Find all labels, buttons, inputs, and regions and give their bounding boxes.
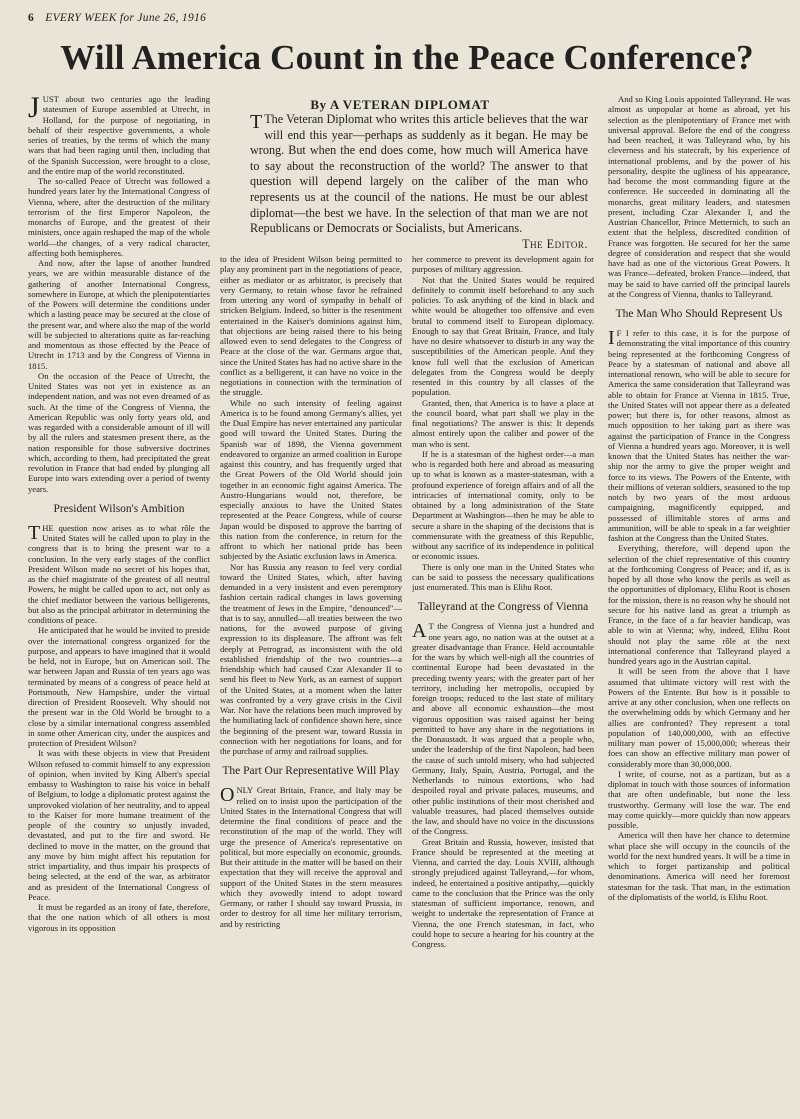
paragraph: Great Britain and Russia, however, insisted that France should be represented at the meeting at Vienna, and carried the day. Louis XVIII, although strongly prejudiced against Talleyrand,—for whom, indeed, he entertained a positive antipathy,—quickly came to the conclusion that the Prince was the only statesman of sufficient importance, renown, and weight to undertake the representation of France at Vienna, the one French statesman, in fact, who could hope to secure a hearing for his country at the Congress. (412, 836, 594, 949)
editor-signature: The Editor. (522, 236, 588, 251)
paragraph: her commerce to prevent its development again for purposes of military aggression. (412, 254, 594, 275)
paragraph: ONLY Great Britain, France, and Italy may be relied on to insist upon the participation of the United States in the International Congress that will determine the final conditions of peace and the reconstitution of the map of the world. They will urge the presence of America's representative on political, but more especially on economic, grounds. But their attitude in the matter will be based on their expectation that they will receive the approval and support of the United States in the stern measures which they avowedly intend to adopt toward Germany, or rather I should say toward Prussia, in order to destroy for all time her military terrorism, and by restricting (220, 784, 402, 929)
paragraph: Not that the United States would be required definitely to commit itself beforehand to any such policies. To ask anything of the kind in black and white would be altogether too offensive and even brutal to commend itself to European diplomacy. Enough to say that Great Britain, France, and Italy have no desire whatsoever to disturb in any way the susceptibilities of the American people. And they know full well that the exclusion of American delegates from the Congress would be deeply resented in this country by all classes of the population. (412, 274, 594, 398)
drop-cap: I (608, 327, 615, 349)
section-heading: Talleyrand at the Congress of Vienna (417, 601, 589, 614)
paragraph: And now, after the lapse of another hundred years, we are within measurable distance of the gathering of another International Congress, somewhere in Europe, at which the plenipotentiaries of the Powers will determine the conditions under which a lasting peace may be secured at the close of the present war, and where also the map of the world will be subjected to alterations quite as far-reaching and momentous as those effected by the Peace of Utrecht in 1713 and by the Congress of Vienna in 1815. (28, 258, 210, 371)
paragraph: The so-called Peace of Utrecht was followed a hundred years later by the International Congress of Vienna, where, after the destruction of the military terrorism of the first Emperor Napoleon, the monarchs of Europe, and the greatest of their ministers, once again reshaped the map of the whole world—the changes, of a very radical character, affecting both hemispheres. (28, 176, 210, 258)
paragraph: It must be regarded as an irony of fate, therefore, that the one nation which of all others is most vigorous in its opposition (28, 902, 210, 933)
paragraph: America will then have her chance to determine what place she will occupy in the councils of the world for the next hundred years. It will be a time in which to forget partizanship and political denominations. America will need her foremost statesman for the task. That man, in the estimation of the diplomatists of the world, is Elihu Root. (608, 830, 790, 902)
paragraph: He anticipated that he would be invited to preside over the international congress organized for the purpose, and appears to have imagined that it would be held, not in Europe, but on American soil. The war between Japan and Russia of ten years ago was terminated by means of a congress of peace held at Portsmouth, New Hampshire, under the virtual direction of President Roosevelt. Why should not the present war in the Old World be brought to a close by a similar international congress assembled in some other American city, under the auspices and protection of President Wilson? (28, 625, 210, 748)
column-1 (28, 94, 210, 1114)
article-title: Will America Count in the Peace Conference? (60, 38, 754, 77)
drop-cap: A (412, 620, 427, 643)
paragraph: A T the Congress of Vienna just a hundred and one years ago, no nation was at the outset at a greater disadvantage than France. Held accountable for the wars by which well-nigh all the countries of continental Europe had been devastated in the preceding twenty years; with the greater part of her territory, including her metropolis, occupied by foreign troops; reduced to the last state of military and above all economic exhaustion—the most vigorous opposition was raised against her being permitted to have any share in the negotiations in the Donaustadt. It was argued that a people who, under the leadership of the first Napoleon, had been the cause of such untold misery, who had subjected Germany, Italy, Spain, Austria, Portugal, and the Netherlands to ruinous extortions, who had despoiled royal and private palaces, museums, and other public institutions of their most cherished and valuable treasures, had placed themselves outside the law, and should have no voice in the discussions of the Congress. (412, 620, 594, 837)
drop-cap: T (28, 521, 41, 544)
editor-note (250, 112, 588, 252)
paragraph: And so King Louis appointed Talleyrand. He was almost as unpopular at home as abroad, yet his selection as the plenipotentiary of France met with universal approval. Before the end of the congress had been reached, it was Talleyrand who, by his cleverness and his statecraft, by his experience of international problems, and by the power of his personality, despite the ugliness of his appearance, had become the most commanding figure at the conference. He succeeded in dominating all the monarchs, great military leaders, and statesmen present, including Czar Alexander I, and the Austrian Chancellor, Prince Metternich, to such an extent that the helpless, discredited condition of France was forgotten. He secured for her the same degree of consideration and respect that she would have had as one of the victorious Great Powers. It was France—defeated, broken France—indeed, that may be said to have carried off the principal laurels at the Congress of Vienna, thanks to Talleyrand. (608, 94, 790, 299)
column-3 (412, 254, 594, 1114)
section-heading: The Man Who Should Represent Us (615, 308, 783, 320)
section-heading: The Part Our Representative Will Play (222, 765, 400, 778)
paragraph: I write, of course, not as a partizan, but as a diplomat in touch with those sources of information that are often undefinable, but none the less trustworthy. Germany will lose the war. The end may come quickly—more quickly than now appears possible. (608, 768, 790, 830)
paragraph: There is only one man in the United States who can be said to possess the necessary qualifications just enumerated. This man is Elihu Root. (412, 561, 594, 592)
paragraph: THE question now arises as to what rôle the United States will be called upon to play in the congress that is to bring the present war to a conclusion. In the very early stages of the conflict President Wilson made no secret of his hopes that, as the chief magistrate of the greatest of all neutral Powers, he might be called upon to act, not only as the chief mediator between the various belligerents, but also as the principal arbitrator in determining the conditions of peace. (28, 521, 210, 625)
running-head (28, 12, 786, 28)
paragraph: to the idea of President Wilson being permitted to play any prominent part in the negotiations of peace, either as mediator or as arbitrator, is precisely that very Germany, to retain whose favor he refrained from uttering any word of sympathy in behalf of stricken Belgium. Indeed, so bitter is the resentment entertained in the Kaiser's dominions against him, that objections are being raised there to his being allowed even to send delegates to the Congress of Peace at the close of the war. Germans argue that, since the United States has had no active share in the conflict as a belligerent, it can have no voice in the negotiations in connection with the termination of the struggle. (220, 254, 402, 398)
byline: By A VETERAN DIPLOMAT (310, 97, 490, 112)
article-body (28, 94, 790, 1114)
paragraph: Nor has Russia any reason to feel very cordial toward the United States, which, after having demanded in a very insistent and even peremptory fashion certain radical changes in laws governing the treatment of Jews in the Empire, "denounced"—that is to say, annulled—all treaties between the two nations, for the avowed purpose of giving expression to its displeasure. The affront was felt deeply at Petrograd, as inconsistent with the old established friendship of the two countries—a friendship which had caused Czar Alexander II to send his fleet to New York, as an earnest of support of the United States, at a moment when the latter was confronted by a very grave crisis in the Civil War. Nor have the relations been much improved by the humiliating lack of confidence shown here, since the beginning of the present war, toward Russia in connection with her negotiations for loans, and for the purchase of army and railroad supplies. (220, 561, 402, 756)
paragraph: If he is a statesman of the highest order—a man who is regarded both here and abroad as measuring up to what is known as a master-statesman, with a profound experience of foreign affairs and of all the intricacies of international comity, only to be obtained by a long administration of the State Department at Washington—then he may be able to secure a share in the shaping of the decisions that is commensurate with the greatness of this Republic, without any sacrifice of its independence in political or economic issues. (412, 448, 594, 562)
paragraph: While no such intensity of feeling against America is to be found among Germany's allies, yet the Dual Empire has never entertained any particular good will toward the United States. During the Spanish war of 1898, the Vienna government endeavored to organize an armed coalition in Europe against this country, and has frequently urged that the Great Powers of the Old World should join together in an economic fight against America. The Austro-Hungarians would not, therefore, be especially anxious to have the United States represented at the Peace Congress, while of course Japan would be disposed to approve the barring of this nation from the conference, in return for the affront to which her national pride has been subjected by the Asiatic exclusion laws in America. (220, 397, 402, 562)
editor-note-text: The Veteran Diplomat who writes this article believes that the war will end this year—perhaps as suddenly as it began. He may be wrong. But when the end does come, how much will America have to say about the reconstruction of the world? The answer to that question will depend largely on the caliber of the man who represents us at the council of the nations. He must be our ablest diplomat—the best we have. In the selection of that man we are not Republicans or Democrats or Socialists, but Americans. (250, 112, 588, 236)
paragraph: On the occasion of the Peace of Utrecht, the United States was not yet in existence as an independent nation, and was not even dreamed of as such. At the time of the Congress of Vienna, the American Republic was only forty years old, and was regarded with a considerable amount of ill will by all the rulers and statesmen present there, as the nation responsible for those subversive doctrines which, according to them, had precipitated the great revolution in France that had ended by plunging all Europe into wars extending over a period of twenty years. (28, 370, 210, 494)
section-heading: President Wilson's Ambition (53, 502, 185, 515)
paragraph: It will be seen from the above that I have assumed that ultimate victory will rest with the Powers of the Entente. But how is it possible to arrive at any other conclusion, when one reflects on the overwhelming odds by which Germany and her allies are confronted? They represent a total population of 140,000,000, with an effective military man power of 15,000,000; whereas their foes can show an effective military man power of considerably more than 30,000,000. (608, 666, 790, 769)
drop-cap: T (250, 111, 263, 133)
page-number: 6 (28, 12, 35, 24)
running-head-title: EVERY WEEK for June 26, 1916 (45, 12, 207, 24)
column-2 (220, 254, 402, 1114)
paragraph: Everything, therefore, will depend upon the selection of the chief representative of this country at the forthcoming Congress of Peace; and if, as is hoped by all those who know the perils as well as the opportunities of diplomacy, Elihu Root is chosen for the mission, there is no reason why he should not secure for his native land as great a triumph as France, in the face of a far heavier handicap, was able to win at Vienna; why, indeed, Elihu Root should not play the same rôle at the next international conference that Talleyrand played a hundred years ago in the Austrian capital. (608, 543, 790, 666)
paragraph: JUST about two centuries ago the leading statesmen of Europe assembled at Utrecht, in Holland, for the purpose of negotiating, in behalf of their respective governments, a whole series of treaties, by the terms of which the many wars that had been raging until then, including that of the Spanish Succession, were brought to a close, and the entire map of the world reconstituted. (28, 94, 210, 176)
drop-cap: O (220, 784, 235, 807)
drop-cap: J (28, 94, 40, 124)
column-4 (608, 94, 790, 1114)
paragraph: I F I refer to this case, it is for the purpose of demonstrating the vital importance of this country being represented at the forthcoming Congress of Peace by a statesman of national and above all international renown, who will be able to secure for America the same consideration that Talleyrand was able to obtain for France at Vienna in 1815. True, the United States will not appear there as a defeated power; but there is, for other reasons, almost as much opposition to her taking part as there was against the participation of France in the Congress of Vienna a hundred years ago. Moreover, it is well known that the United States has neither the war-ship nor the army to give the proper weight and force to its views. The Powers of the Entente, with their millions of veteran soldiers, seasoned to the top notch by two years of the most arduous campaigning, magnificently equipped, and possessed of illimitable stores of arms and ammunition, will be able to speak in a far weightier fashion at the Congress than the United States. (608, 327, 790, 543)
paragraph: It was with these objects in view that President Wilson refused to commit himself to any expression of opinion, when invited by King Albert's special embassy to Washington to raise his voice in behalf of Belgium, to lodge a diplomatic protest against the unprovoked violation of her neutrality, and to appeal to the Kaiser for more humane treatment of the people of the country so unjustly invaded, devastated, and put to the fire and sword. He declined to move in the matter, on the ground that any move by him might affect his reputation for strict impartiality, and thus impair his prospects of being selected, at the end of the war, as arbitrator and as president of the International Congress of Peace. (28, 748, 210, 902)
paragraph: Granted, then, that America is to have a place at the council board, what part shall we play in the final negotiations? The answer is this: It depends almost entirely upon the caliber and power of the man who is sent. (412, 397, 594, 449)
